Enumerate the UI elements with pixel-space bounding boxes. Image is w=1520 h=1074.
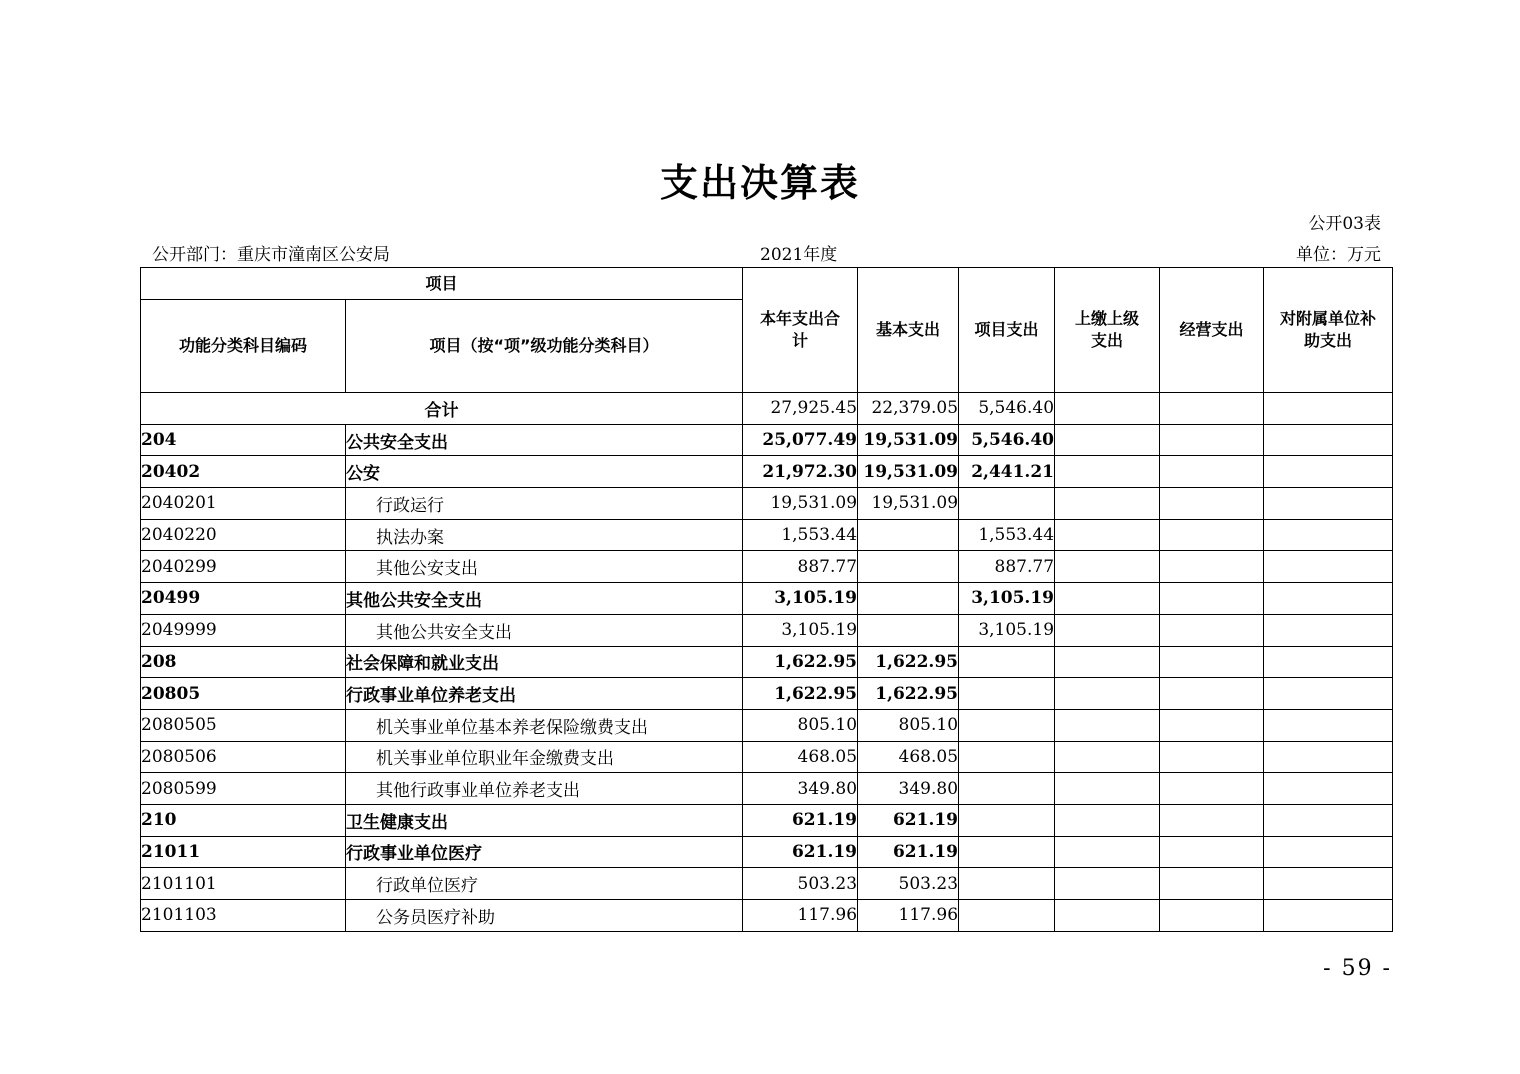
- cell-name: 行政事业单位医疗: [346, 836, 743, 868]
- cell-upper: [1055, 741, 1160, 773]
- cell-name: 社会保障和就业支出: [346, 646, 743, 678]
- cell-project: [959, 836, 1055, 868]
- cell-business: [1160, 519, 1264, 551]
- cell-project: [959, 773, 1055, 805]
- cell-project: 887.77: [959, 551, 1055, 583]
- table-row: [141, 836, 1393, 868]
- cell-code: 20499: [141, 583, 346, 615]
- cell-subsidy: [1264, 709, 1393, 741]
- cell-total: 349.80: [743, 773, 858, 805]
- cell-upper: [1055, 583, 1160, 615]
- total-cell-subsidy: [1264, 393, 1393, 425]
- cell-name: 行政事业单位养老支出: [346, 678, 743, 710]
- cell-subsidy: [1264, 741, 1393, 773]
- cell-upper: [1055, 836, 1160, 868]
- cell-upper: [1055, 614, 1160, 646]
- cell-project: [959, 646, 1055, 678]
- header-name: 项目（按“项”级功能分类科目）: [346, 300, 743, 393]
- cell-business: [1160, 488, 1264, 520]
- cell-name: 行政单位医疗: [346, 868, 743, 900]
- cell-upper: [1055, 456, 1160, 488]
- cell-business: [1160, 583, 1264, 615]
- cell-business: [1160, 900, 1264, 932]
- cell-subsidy: [1264, 900, 1393, 932]
- table-row: [141, 519, 1393, 551]
- table-row: [141, 741, 1393, 773]
- table-row: [141, 424, 1393, 456]
- cell-code: 2080506: [141, 741, 346, 773]
- cell-code: 2080599: [141, 773, 346, 805]
- table-row: [141, 678, 1393, 710]
- table-row: [141, 614, 1393, 646]
- cell-name: 其他公共安全支出: [346, 614, 743, 646]
- cell-code: 20402: [141, 456, 346, 488]
- header-project: 项目支出: [959, 268, 1055, 393]
- cell-project: 3,105.19: [959, 583, 1055, 615]
- cell-subsidy: [1264, 488, 1393, 520]
- table-row: [141, 868, 1393, 900]
- cell-subsidy: [1264, 773, 1393, 805]
- cell-code: 20805: [141, 678, 346, 710]
- unit-label: 单位：万元: [1296, 245, 1381, 265]
- cell-name: 机关事业单位基本养老保险缴费支出: [346, 709, 743, 741]
- header-basic: 基本支出: [858, 268, 959, 393]
- cell-name: 卫生健康支出: [346, 804, 743, 836]
- cell-upper: [1055, 678, 1160, 710]
- cell-basic: 117.96: [858, 900, 959, 932]
- header-business: 经营支出: [1160, 268, 1264, 393]
- cell-total: 805.10: [743, 709, 858, 741]
- cell-total: 887.77: [743, 551, 858, 583]
- cell-project: [959, 868, 1055, 900]
- cell-total: 3,105.19: [743, 614, 858, 646]
- cell-code: 2040299: [141, 551, 346, 583]
- cell-name: 机关事业单位职业年金缴费支出: [346, 741, 743, 773]
- expenditure-table: [140, 267, 1393, 932]
- cell-basic: [858, 519, 959, 551]
- cell-total: 1,622.95: [743, 646, 858, 678]
- cell-business: [1160, 709, 1264, 741]
- cell-project: 1,553.44: [959, 519, 1055, 551]
- cell-name: 行政运行: [346, 488, 743, 520]
- cell-business: [1160, 773, 1264, 805]
- cell-subsidy: [1264, 551, 1393, 583]
- total-row: [141, 393, 1393, 425]
- department-label: 公开部门：重庆市潼南区公安局: [152, 245, 390, 265]
- table-row: [141, 709, 1393, 741]
- header-upper: 上缴上级支出: [1055, 268, 1160, 393]
- page-number: - 59 -: [1323, 956, 1392, 981]
- cell-business: [1160, 741, 1264, 773]
- cell-code: 204: [141, 424, 346, 456]
- cell-name: 其他公安支出: [346, 551, 743, 583]
- header-project-group: 项目: [141, 268, 743, 300]
- cell-upper: [1055, 804, 1160, 836]
- table-row: [141, 900, 1393, 932]
- table-row: [141, 804, 1393, 836]
- cell-name: 其他行政事业单位养老支出: [346, 773, 743, 805]
- table-row: [141, 583, 1393, 615]
- cell-upper: [1055, 709, 1160, 741]
- header-code: 功能分类科目编码: [141, 300, 346, 393]
- table-row: [141, 456, 1393, 488]
- cell-upper: [1055, 646, 1160, 678]
- cell-basic: 349.80: [858, 773, 959, 805]
- cell-name: 其他公共安全支出: [346, 583, 743, 615]
- cell-basic: 19,531.09: [858, 488, 959, 520]
- cell-basic: [858, 583, 959, 615]
- cell-basic: 19,531.09: [858, 456, 959, 488]
- cell-subsidy: [1264, 519, 1393, 551]
- cell-project: 3,105.19: [959, 614, 1055, 646]
- cell-name: 公共安全支出: [346, 424, 743, 456]
- header-total: 本年支出合计: [743, 268, 858, 393]
- cell-basic: 1,622.95: [858, 646, 959, 678]
- total-label: 合计: [141, 393, 743, 425]
- cell-project: 2,441.21: [959, 456, 1055, 488]
- cell-business: [1160, 614, 1264, 646]
- cell-code: 2049999: [141, 614, 346, 646]
- cell-code: 2080505: [141, 709, 346, 741]
- cell-business: [1160, 804, 1264, 836]
- cell-basic: 19,531.09: [858, 424, 959, 456]
- table-row: [141, 773, 1393, 805]
- total-cell-business: [1160, 393, 1264, 425]
- page-title: 支出决算表: [659, 161, 860, 205]
- cell-project: [959, 741, 1055, 773]
- cell-subsidy: [1264, 836, 1393, 868]
- cell-code: 2040201: [141, 488, 346, 520]
- header-subsidy: 对附属单位补助支出: [1264, 268, 1393, 393]
- cell-basic: 468.05: [858, 741, 959, 773]
- cell-project: [959, 678, 1055, 710]
- cell-total: 117.96: [743, 900, 858, 932]
- cell-total: 621.19: [743, 836, 858, 868]
- cell-upper: [1055, 551, 1160, 583]
- table-row: [141, 488, 1393, 520]
- cell-upper: [1055, 519, 1160, 551]
- cell-upper: [1055, 773, 1160, 805]
- cell-business: [1160, 456, 1264, 488]
- total-cell-project: 5,546.40: [959, 393, 1055, 425]
- cell-basic: 621.19: [858, 836, 959, 868]
- cell-name: 公安: [346, 456, 743, 488]
- cell-code: 208: [141, 646, 346, 678]
- cell-business: [1160, 678, 1264, 710]
- cell-business: [1160, 551, 1264, 583]
- cell-code: 210: [141, 804, 346, 836]
- cell-upper: [1055, 424, 1160, 456]
- cell-subsidy: [1264, 646, 1393, 678]
- cell-basic: [858, 614, 959, 646]
- form-number: 公开03表: [1308, 214, 1381, 234]
- cell-project: [959, 804, 1055, 836]
- total-cell-upper: [1055, 393, 1160, 425]
- cell-total: 503.23: [743, 868, 858, 900]
- cell-basic: 503.23: [858, 868, 959, 900]
- cell-code: 2101103: [141, 900, 346, 932]
- cell-total: 1,622.95: [743, 678, 858, 710]
- cell-code: 2101101: [141, 868, 346, 900]
- cell-total: 3,105.19: [743, 583, 858, 615]
- cell-upper: [1055, 900, 1160, 932]
- cell-total: 25,077.49: [743, 424, 858, 456]
- cell-total: 1,553.44: [743, 519, 858, 551]
- cell-code: 21011: [141, 836, 346, 868]
- cell-project: 5,546.40: [959, 424, 1055, 456]
- cell-subsidy: [1264, 804, 1393, 836]
- cell-upper: [1055, 868, 1160, 900]
- total-cell-basic: 22,379.05: [858, 393, 959, 425]
- cell-basic: 805.10: [858, 709, 959, 741]
- cell-name: 执法办案: [346, 519, 743, 551]
- cell-name: 公务员医疗补助: [346, 900, 743, 932]
- cell-basic: 1,622.95: [858, 678, 959, 710]
- cell-total: 621.19: [743, 804, 858, 836]
- table-row: [141, 646, 1393, 678]
- cell-business: [1160, 646, 1264, 678]
- cell-total: 468.05: [743, 741, 858, 773]
- cell-basic: 621.19: [858, 804, 959, 836]
- year-label: 2021年度: [760, 245, 838, 265]
- table-row: [141, 551, 1393, 583]
- cell-subsidy: [1264, 583, 1393, 615]
- cell-business: [1160, 424, 1264, 456]
- cell-subsidy: [1264, 614, 1393, 646]
- cell-basic: [858, 551, 959, 583]
- cell-subsidy: [1264, 868, 1393, 900]
- cell-project: [959, 709, 1055, 741]
- cell-subsidy: [1264, 424, 1393, 456]
- cell-code: 2040220: [141, 519, 346, 551]
- cell-project: [959, 488, 1055, 520]
- cell-business: [1160, 836, 1264, 868]
- cell-total: 19,531.09: [743, 488, 858, 520]
- cell-project: [959, 900, 1055, 932]
- cell-business: [1160, 868, 1264, 900]
- total-cell-total: 27,925.45: [743, 393, 858, 425]
- cell-upper: [1055, 488, 1160, 520]
- cell-subsidy: [1264, 678, 1393, 710]
- cell-subsidy: [1264, 456, 1393, 488]
- cell-total: 21,972.30: [743, 456, 858, 488]
